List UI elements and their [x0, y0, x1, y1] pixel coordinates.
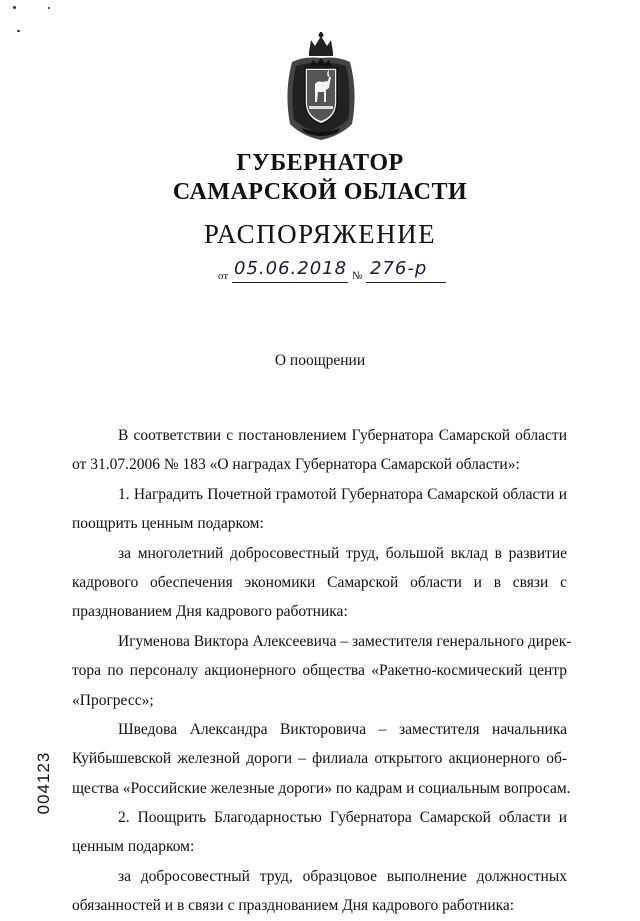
authority-line1: ГУБЕРНАТОР [236, 150, 404, 176]
authority-line2: САМАРСКОЙ ОБЛАСТИ [172, 179, 468, 205]
scan-speck [48, 7, 50, 9]
body-line: Куйбышевской железной дороги – филиала открытого акционерного об- [72, 750, 567, 768]
number-underline [366, 282, 446, 283]
body-line: от 31.07.2006 № 183 «О наградах Губернатора Самарской области»: [72, 456, 520, 474]
body-line: В соответствии с постановлением Губернатора Самарской области [118, 427, 567, 444]
body-line: за многолетний добросовестный труд, большой вклад в развитие [118, 544, 567, 562]
body-line: кадрового обеспечения экономики Самарской области и в связи с [72, 573, 567, 591]
body-line: празднованием Дня кадрового работника: [72, 603, 348, 621]
coat-of-arms-emblem [282, 32, 360, 144]
order-date-number [218, 258, 478, 288]
body-line: 2. Поощрить Благодарностью Губернатора Самарской области и [118, 809, 567, 827]
body-line: «Прогресс»; [72, 691, 154, 709]
body-line: щества «Российские железные дороги» по кадрам и социальным вопросам. [72, 779, 571, 797]
number-label: № [352, 270, 363, 282]
date-label: от [218, 270, 229, 282]
body-line: 1. Наградить Почетной грамотой Губернатора Самарской области и [118, 485, 567, 503]
side-stamp-number [32, 738, 56, 828]
scan-speck [17, 30, 20, 32]
body-line: ценным подарком: [72, 838, 195, 856]
body-line: Игуменова Виктора Алексеевича – заместителя генерального дирек- [118, 632, 572, 650]
scan-speck [13, 6, 16, 9]
document-type-title: РАСПОРЯЖЕНИЕ [203, 219, 437, 249]
body-line: тора по персоналу акционерного общества «Ракетно-космический центр [72, 662, 567, 680]
body-line: Шведова Александра Викторовича – заместителя начальника [118, 720, 567, 738]
side-stamp-text: 004123 [34, 751, 53, 815]
handwritten-date: 05.06.2018 [234, 258, 348, 279]
body-line: поощрить ценным подарком: [72, 515, 264, 533]
handwritten-number: 276-р [370, 258, 428, 279]
document-subject: О поощрении [274, 352, 366, 369]
date-underline [232, 282, 348, 283]
document-body [72, 421, 572, 921]
body-line: за добросовестный труд, образцовое выполнение должностных [118, 867, 567, 885]
body-line: обязанностей и в связи с празднованием Дня кадрового работника: [72, 897, 515, 915]
